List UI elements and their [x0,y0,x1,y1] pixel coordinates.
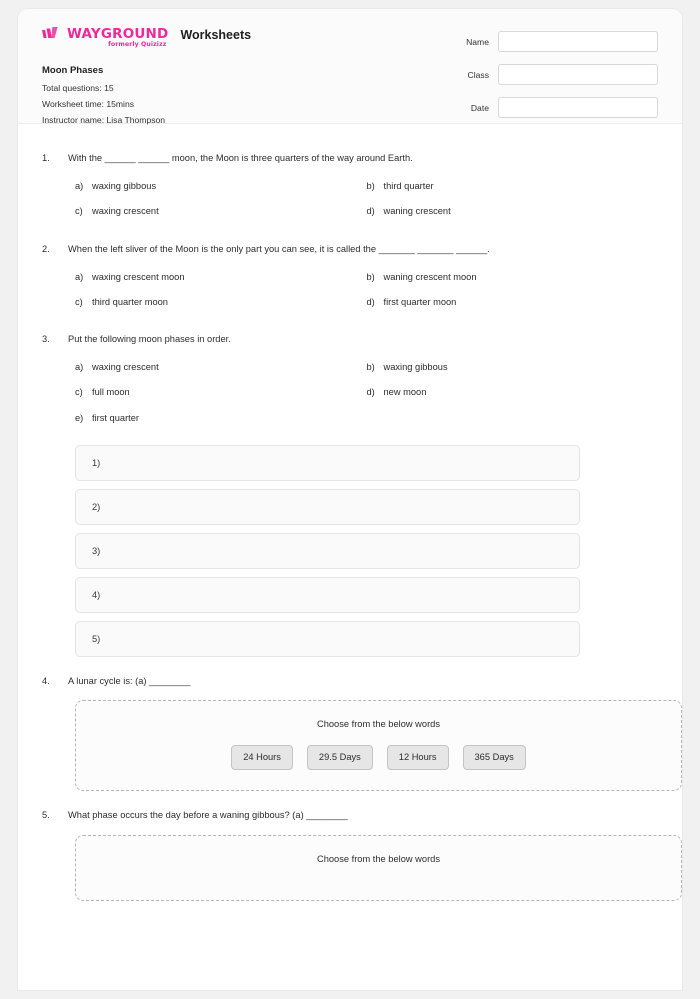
option-text: first quarter [92,412,140,423]
option-letter: b) [366,362,375,373]
option-text: third quarter moon [92,296,168,307]
wordbank-chip[interactable]: 12 Hours [387,745,449,770]
option-text: waxing crescent [92,362,159,373]
logo-wordmark: WAYGROUND [67,25,169,42]
date-field-label: Date [470,102,489,113]
question-5-wordbank [75,835,682,901]
question-4-head [42,665,658,688]
option-text: waning crescent [383,206,451,217]
order-box-4[interactable] [75,577,580,613]
question-4-text: A lunar cycle is: (a) ________ [68,675,191,686]
logo-subtext: formerly Quizizz [108,41,167,49]
wordbank-chips [90,745,667,770]
question-3-head [42,323,658,346]
option-letter: b) [366,271,375,282]
wayground-logo [42,27,168,48]
option-text: waxing crescent moon [92,271,185,282]
option-b[interactable] [367,265,659,290]
field-row-date [433,97,658,118]
option-text: third quarter [383,181,434,192]
option-letter: b) [366,181,375,192]
question-4 [42,665,658,792]
worksheet-body [18,124,682,901]
field-row-class [433,64,658,85]
option-text: first quarter moon [383,296,457,307]
total-questions-label: Total questions: 15 [42,83,114,93]
option-letter: c) [75,206,83,217]
wordbank-chip[interactable]: 24 Hours [231,745,293,770]
order-box-label: 4) [92,589,101,600]
option-letter: a) [75,271,84,282]
question-1-number: 1. [42,153,50,163]
worksheet-time-label: Worksheet time: 15mins [42,99,135,109]
order-box-label: 2) [92,501,101,512]
option-c[interactable] [75,380,367,405]
order-box-label: 1) [92,457,101,468]
date-input[interactable] [498,97,658,118]
order-box-1[interactable] [75,445,580,481]
question-1-head [42,142,658,165]
instructor-name-label: Instructor name: Lisa Thompson [42,115,166,125]
wordbank-chip[interactable]: 29.5 Days [307,745,373,770]
option-b[interactable] [367,174,659,199]
option-a[interactable] [75,355,367,380]
option-text: waxing gibbous [383,362,448,373]
question-2-options [42,265,658,315]
option-letter: d) [366,296,375,307]
option-d[interactable] [367,290,659,315]
option-text: waxing gibbous [92,181,157,192]
question-1-text: With the ______ ______ moon, the Moon is three quarters of the way around Earth. [68,153,413,163]
question-4-wordbank [75,700,682,791]
option-letter: a) [75,181,84,192]
question-3-text: Put the following moon phases in order. [68,334,231,344]
question-2-text: When the left sliver of the Moon is the only part you can see, it is called the _______ _______ ______. [68,243,490,254]
option-text: waning crescent moon [383,271,477,282]
worksheet-page [18,9,682,990]
ordering-answer-list [42,445,658,657]
option-text: new moon [383,387,427,398]
order-box-5[interactable] [75,621,580,657]
question-5 [42,799,658,900]
name-input[interactable] [498,31,658,52]
option-letter: a) [75,362,84,373]
question-3-number: 3. [42,334,50,344]
option-d[interactable] [367,199,659,224]
question-4-number: 4. [42,675,50,686]
worksheet-header [18,9,682,124]
wordbank-chip[interactable]: 365 Days [463,745,526,770]
question-1-options [42,174,658,224]
order-box-label: 3) [92,545,101,556]
question-1 [42,142,658,225]
student-fields [433,31,658,130]
order-box-3[interactable] [75,533,580,569]
class-field-label: Class [467,69,489,80]
name-field-label: Name [466,36,489,47]
order-box-2[interactable] [75,489,580,525]
question-2-number: 2. [42,243,50,254]
option-c[interactable] [75,199,367,224]
option-text: full moon [92,387,130,398]
option-c[interactable] [75,290,367,315]
option-e[interactable] [75,406,367,431]
question-3-options [42,355,658,430]
option-b[interactable] [367,355,659,380]
option-a[interactable] [75,265,367,290]
field-row-name [433,31,658,52]
order-box-label: 5) [92,633,101,644]
wordbank-title: Choose from the below words [317,853,440,864]
wordbank-title: Choose from the below words [317,718,440,729]
option-letter: d) [366,206,375,217]
question-5-number: 5. [42,810,50,821]
option-d[interactable] [367,380,659,405]
question-2-head [42,233,658,256]
question-5-text: What phase occurs the day before a waning gibbous? (a) ________ [68,810,348,821]
question-3 [42,323,658,657]
logo-main [42,27,168,41]
question-2 [42,233,658,316]
question-5-head [42,799,658,822]
option-a[interactable] [75,174,367,199]
option-letter: e) [75,412,84,423]
option-text: waxing crescent [92,206,159,217]
worksheets-title: Worksheets [180,28,252,42]
option-letter: c) [75,387,83,398]
wayground-logo-mark [42,27,64,41]
option-letter: d) [366,387,375,398]
option-letter: c) [75,296,83,307]
class-input[interactable] [498,64,658,85]
worksheet-title: Moon Phases [42,65,104,76]
